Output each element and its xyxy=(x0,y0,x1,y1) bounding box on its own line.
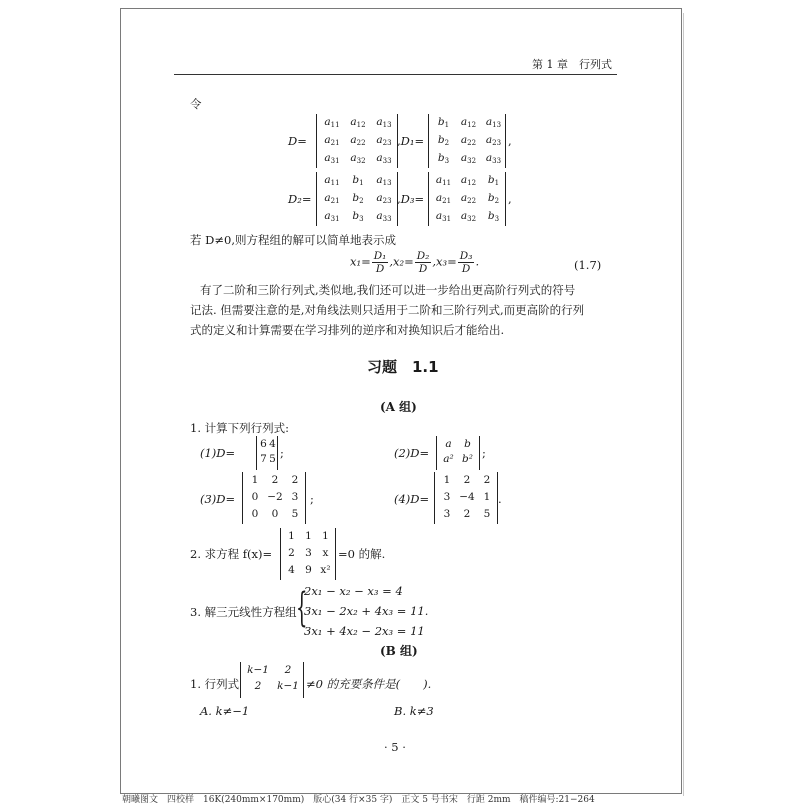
det-entry: $b_1$ xyxy=(437,116,450,129)
fraction-x1 xyxy=(372,250,389,275)
det-entry: $a_{13}$ xyxy=(485,116,502,129)
det-entry: 6 xyxy=(260,438,267,450)
det-entry: $a_{32}$ xyxy=(460,152,477,165)
paragraph-line-2: 记法. 但需要注意的是,对角线法则只适用于二阶和三阶行列式,而更高阶的行列 xyxy=(190,303,585,317)
item-2-sep: ; xyxy=(482,446,486,460)
paragraph-line-1: 有了二阶和三阶行列式,类似地,我们还可以进一步给出更高阶行列式的符号 xyxy=(200,283,576,297)
det-entry: $a_{13}$ xyxy=(376,116,392,129)
det-entry: $a_{33}$ xyxy=(376,152,392,165)
det-entry: 2 xyxy=(483,474,491,486)
x3-label: ,x₃= xyxy=(432,254,457,269)
question-a2-text: 2. 求方程 f(x)= xyxy=(190,547,273,561)
det-entry: $a_{31}$ xyxy=(324,152,340,165)
item-1-label: (1)D= xyxy=(200,446,236,460)
det-D1 xyxy=(428,114,506,168)
det-entry: $b_3$ xyxy=(352,210,364,223)
matrix-1 xyxy=(256,436,278,470)
det-entry: $a_{12}$ xyxy=(350,116,366,129)
det-D xyxy=(316,114,398,168)
matrix-4 xyxy=(434,472,498,524)
det-entry: 0 xyxy=(251,508,259,520)
question-b1-tail: ≠0 的充要条件是( ). xyxy=(306,677,432,691)
item-1-sep: ; xyxy=(280,446,284,460)
det-entry: 0 xyxy=(271,508,279,520)
det-entry: 1 xyxy=(288,530,295,542)
numerator-D3: D₃ xyxy=(459,250,473,262)
item-3-sep: ; xyxy=(310,492,314,506)
det-entry: 2 xyxy=(284,664,292,676)
det-entry: 1 xyxy=(483,491,491,503)
det-entry: $a_{13}$ xyxy=(376,174,392,187)
running-header: 第 1 章 行列式 xyxy=(532,58,612,71)
matrix-b xyxy=(240,662,304,698)
det-entry: x xyxy=(322,547,329,559)
det-entry: 1 xyxy=(322,530,329,542)
det-entry: b² xyxy=(462,453,473,465)
det-entry: a² xyxy=(443,453,454,465)
item-3-label: (3)D= xyxy=(200,492,236,506)
text-ling: 令 xyxy=(190,97,202,111)
det-D3 xyxy=(428,172,506,226)
det-entry: 3 xyxy=(443,491,451,503)
numerator-D2: D₂ xyxy=(416,250,430,262)
label-D: D= xyxy=(288,134,307,148)
det-entry: k−1 xyxy=(277,680,299,692)
item-4-sep: . xyxy=(498,492,502,506)
det-entry: 7 xyxy=(260,453,267,465)
item-2-label: (2)D= xyxy=(394,446,430,460)
question-a2-tail: =0 的解. xyxy=(338,547,386,561)
det-entry: k−1 xyxy=(247,664,269,676)
label-D3: ,D₃= xyxy=(397,192,425,206)
det-entry: $a_{12}$ xyxy=(460,174,477,187)
fraction-x2 xyxy=(415,250,432,275)
item-4-label: (4)D= xyxy=(394,492,430,506)
det-entry: $a_{33}$ xyxy=(376,210,392,223)
det-entry: $a_{32}$ xyxy=(350,152,366,165)
x2-label: ,x₂= xyxy=(389,254,414,269)
det-entry: 4 xyxy=(288,564,295,576)
det-entry: 9 xyxy=(305,564,312,576)
det-entry: $a_{11}$ xyxy=(324,116,340,129)
fraction-x3 xyxy=(458,250,475,275)
equation-number: (1.7) xyxy=(574,258,602,272)
det-entry: $a_{32}$ xyxy=(460,210,477,223)
det-entry: 5 xyxy=(291,508,299,520)
det-entry: 4 xyxy=(269,438,276,450)
det-entry: $b_2$ xyxy=(437,134,450,147)
solution-formula xyxy=(350,250,479,275)
det-entry: $a_{11}$ xyxy=(435,174,452,187)
question-a1: 1. 计算下列行列式: xyxy=(190,421,290,435)
formula-end: . xyxy=(475,254,480,269)
det-entry: $a_{23}$ xyxy=(376,192,392,205)
det-entry: $b_2$ xyxy=(352,192,364,205)
equation-3: 3x₁ + 4x₂ − 2x₃ = 11 xyxy=(304,624,425,638)
section-title: 习题 1.1 xyxy=(367,358,439,376)
det-entry: −4 xyxy=(459,491,475,503)
condition-text: 若 D≠0,则方程组的解可以简单地表示成 xyxy=(190,233,396,247)
det-entry: 2 xyxy=(271,474,279,486)
matrix-3 xyxy=(242,472,306,524)
det-entry: 3 xyxy=(305,547,312,559)
det-entry: a xyxy=(445,438,452,450)
det-entry: $b_1$ xyxy=(352,174,364,187)
det-entry: 5 xyxy=(483,508,491,520)
numerator-D1: D₁ xyxy=(373,250,387,262)
det-entry: $a_{23}$ xyxy=(376,134,392,147)
det-entry: $a_{21}$ xyxy=(324,192,340,205)
comma-1: , xyxy=(508,134,512,148)
det-entry: 2 xyxy=(288,547,295,559)
det-entry: 5 xyxy=(269,453,276,465)
det-entry: $a_{31}$ xyxy=(435,210,452,223)
det-entry: 1 xyxy=(251,474,259,486)
det-entry: $b_1$ xyxy=(487,174,500,187)
det-entry: $a_{11}$ xyxy=(324,174,340,187)
option-b: B. k≠3 xyxy=(394,704,434,718)
group-b-title: (B 组) xyxy=(380,644,418,658)
question-a3-text: 3. 解三元线性方程组 xyxy=(190,605,297,619)
comma-2: , xyxy=(508,192,512,206)
equation-1: 2x₁ − x₂ − x₃ = 4 xyxy=(304,584,403,598)
label-D1: ,D₁= xyxy=(397,134,425,148)
paragraph-line-3: 式的定义和计算需要在学习排列的逆序和对换知识后才能给出. xyxy=(190,323,505,337)
brace-icon: { xyxy=(296,585,308,631)
det-entry: $a_{33}$ xyxy=(485,152,502,165)
det-entry: 0 xyxy=(251,491,259,503)
det-entry: $b_3$ xyxy=(487,210,500,223)
det-entry: $a_{22}$ xyxy=(350,134,366,147)
det-entry: 2 xyxy=(463,508,471,520)
det-entry: $a_{23}$ xyxy=(485,134,502,147)
det-entry: $b_2$ xyxy=(487,192,500,205)
option-a: A. k≠−1 xyxy=(200,704,250,718)
det-entry: 3 xyxy=(443,508,451,520)
equation-2: 3x₁ − 2x₂ + 4x₃ = 11. xyxy=(304,604,429,618)
det-entry: $b_3$ xyxy=(437,152,450,165)
det-entry: $a_{31}$ xyxy=(324,210,340,223)
x1-label: x₁= xyxy=(350,254,371,269)
print-footer: 朝曦图文 四校样 16K(240mm×170mm) 版心(34 行×35 字) 正文 5 号书宋 行距 2mm 稿件编号:21−264 xyxy=(122,795,595,805)
det-entry: b xyxy=(464,438,471,450)
label-D2: D₂= xyxy=(288,192,312,206)
page-number: · 5 · xyxy=(384,740,406,754)
det-entry: 2 xyxy=(254,680,262,692)
det-entry: $a_{22}$ xyxy=(460,192,477,205)
det-entry: −2 xyxy=(267,491,283,503)
det-entry: $a_{21}$ xyxy=(435,192,452,205)
denominator-D: D xyxy=(418,263,428,275)
det-entry: x² xyxy=(320,564,331,576)
det-entry: 2 xyxy=(291,474,299,486)
det-entry: $a_{12}$ xyxy=(460,116,477,129)
denominator-D: D xyxy=(461,263,471,275)
det-entry: $a_{21}$ xyxy=(324,134,340,147)
header-rule xyxy=(174,74,617,75)
group-a-title: (A 组) xyxy=(380,400,417,414)
matrix-5 xyxy=(280,528,336,580)
denominator-D: D xyxy=(375,263,385,275)
det-entry: 3 xyxy=(291,491,299,503)
det-D2 xyxy=(316,172,398,226)
det-entry: 2 xyxy=(463,474,471,486)
det-entry: $a_{22}$ xyxy=(460,134,477,147)
matrix-2 xyxy=(436,436,480,470)
det-entry: 1 xyxy=(443,474,451,486)
question-b1-text: 1. 行列式 xyxy=(190,677,240,691)
det-entry: 1 xyxy=(305,530,312,542)
